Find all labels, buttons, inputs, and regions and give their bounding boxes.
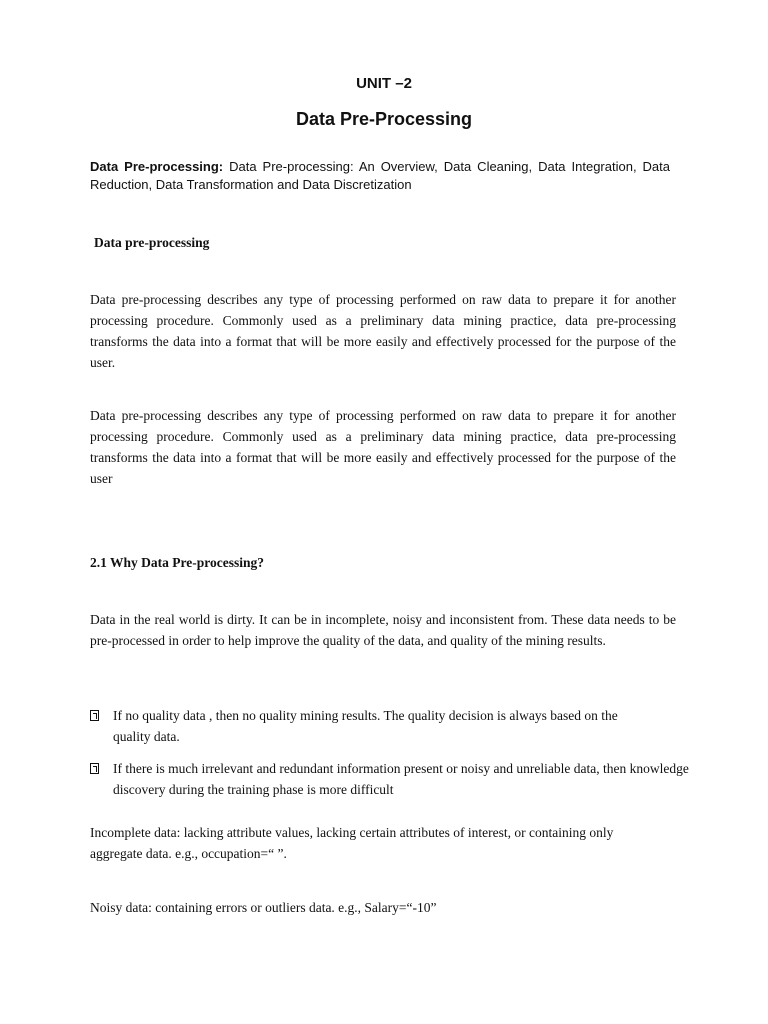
unit-title: UNIT –2 bbox=[356, 75, 412, 92]
page-title: Data Pre-Processing bbox=[295, 109, 473, 129]
syllabus-text: Data Pre-processing: An Overview, Data Cleaning, Data Integration, Data Reduction, Data Transformation and Data Discretization bbox=[90, 159, 670, 192]
syllabus-summary bbox=[90, 158, 670, 194]
syllabus-label: Data Pre-processing: bbox=[90, 159, 224, 174]
paragraph-why-intro: Data in the real world is dirty. It can be in incomplete, noisy and inconsistent from. These data needs to be pre-processed in order to help improve the quality of the data, and quality of the mining results. bbox=[90, 612, 676, 648]
list-item bbox=[90, 705, 676, 749]
section-heading-data-preprocessing: Data pre-processing bbox=[94, 235, 210, 250]
paragraph-definition-2: Data pre-processing describes any type of processing performed on raw data to prepare it for another processing procedure. Commonly used as a preliminary data mining practice, data pre-processing transforms the data into a format that will be more easily and effectively processed for the purpose of the user bbox=[90, 408, 676, 486]
section-heading-why-preprocessing: 2.1 Why Data Pre-processing? bbox=[90, 555, 264, 570]
paragraph-definition-1: Data pre-processing describes any type of processing performed on raw data to prepare it for another processing procedure. Commonly used as a preliminary data mining practice, data pre-processing transforms the data into a format that will be more easily and effectively processed for the purpose of the user. bbox=[90, 292, 676, 370]
paragraph-incomplete-data: Incomplete data: lacking attribute values, lacking certain attributes of interest, or containing only aggregate data. e.g., occupation=“ ”. bbox=[90, 825, 614, 861]
paragraph-noisy-data: Noisy data: containing errors or outliers data. e.g., Salary=“-10” bbox=[90, 900, 437, 915]
list-item bbox=[90, 758, 689, 802]
bullet-box-icon bbox=[90, 710, 99, 721]
list-item-text: If no quality data , then no quality mining results. The quality decision is always based on the quality data. bbox=[113, 708, 618, 744]
list-item-text: If there is much irrelevant and redundant information present or noisy and unreliable data, then knowledge discovery during the training phase is more difficult bbox=[113, 761, 689, 797]
bullet-box-icon bbox=[90, 763, 99, 774]
